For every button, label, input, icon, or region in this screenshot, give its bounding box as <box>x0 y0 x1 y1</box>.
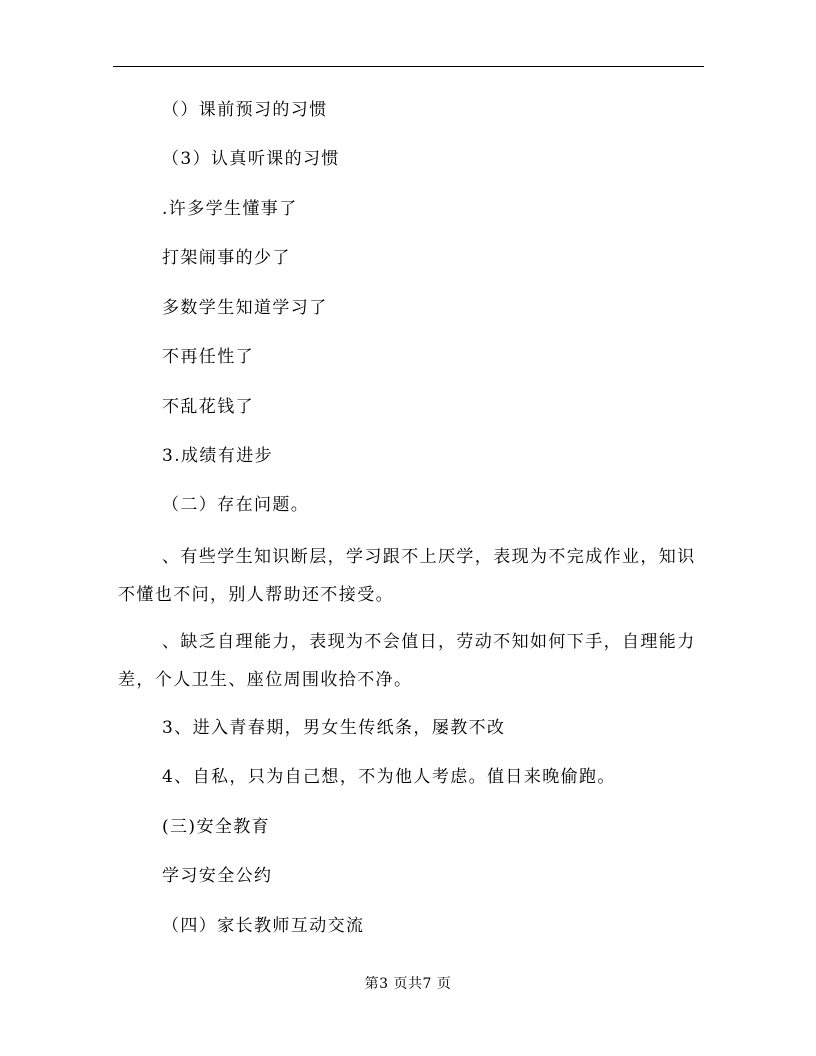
text-line: 打架闹事的少了 <box>162 248 291 268</box>
paragraph-line: 、有些学生知识断层，学习跟不上厌学，表现为不完成作业，知识 <box>162 547 696 567</box>
text-line: 3.成绩有进步 <box>162 446 274 466</box>
heading-preview-habit: （）课前预习的习惯 <box>162 100 328 120</box>
heading-listening-habit: （3）认真听课的习惯 <box>162 149 340 169</box>
text-line: 多数学生知道学习了 <box>162 298 328 318</box>
page-number: 第3 页共7 页 <box>364 976 452 992</box>
text-line: 3、进入青春期，男女生传纸条，屡教不改 <box>162 718 506 738</box>
paragraph-line: 不懂也不问，别人帮助还不接受。 <box>118 585 394 605</box>
header-rule <box>113 66 704 67</box>
paragraph-knowledge-gap <box>118 538 704 614</box>
paragraph-line: 差，个人卫生、座位周围收拾不净。 <box>118 670 413 690</box>
text-line: 学习安全公约 <box>162 866 273 886</box>
text-line: 不再任性了 <box>162 347 254 367</box>
text-line: 4、自私，只为自己想，不为他人考虑。值日来晚偷跑。 <box>162 767 616 787</box>
text-line: 不乱花钱了 <box>162 397 254 417</box>
paragraph-self-care <box>118 623 704 699</box>
paragraph-line: 、缺乏自理能力，表现为不会值日，劳动不知如何下手，自理能力 <box>162 632 696 652</box>
section-heading-safety: (三)安全教育 <box>162 817 271 837</box>
section-heading-parent-teacher: （四）家长教师互动交流 <box>162 916 365 936</box>
section-heading-problems: （二）存在问题。 <box>162 495 310 515</box>
text-line: .许多学生懂事了 <box>162 199 298 219</box>
